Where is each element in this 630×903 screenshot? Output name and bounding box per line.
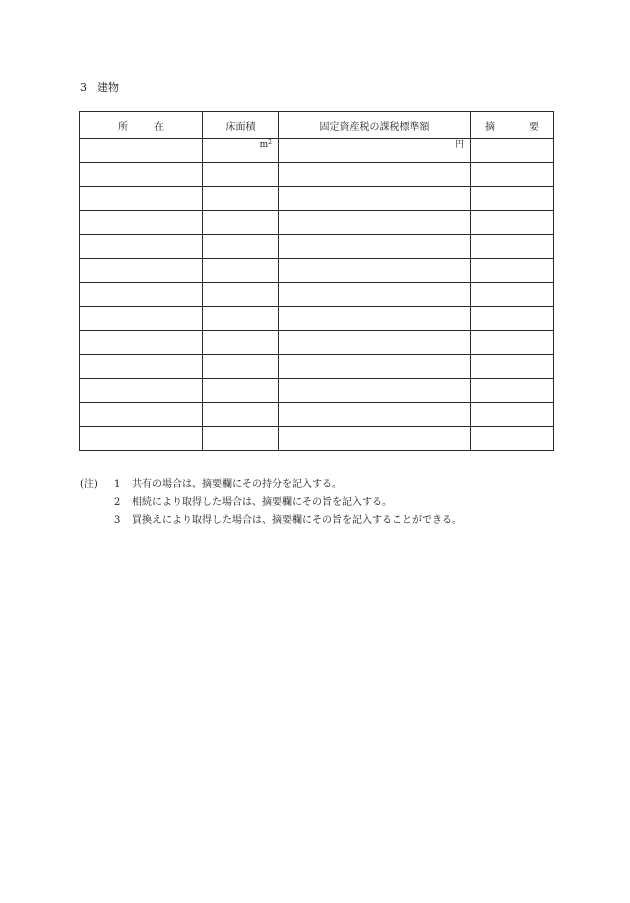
cell-remarks[interactable] xyxy=(471,355,554,379)
cell-floor-area[interactable] xyxy=(203,403,279,427)
cell-floor-area[interactable] xyxy=(203,235,279,259)
cell-location[interactable] xyxy=(80,139,203,163)
notes-section xyxy=(80,476,462,530)
table-header-row xyxy=(80,112,554,139)
note-item xyxy=(80,512,462,530)
header-floor-area: 床面積 xyxy=(203,112,279,139)
cell-floor-area[interactable] xyxy=(203,187,279,211)
unit-square-meter: $m^2$ xyxy=(259,139,272,150)
section-heading: 建物 xyxy=(97,81,119,94)
cell-remarks[interactable] xyxy=(471,211,554,235)
cell-location[interactable] xyxy=(80,331,203,355)
cell-remarks[interactable] xyxy=(471,283,554,307)
cell-assessed-value[interactable] xyxy=(279,427,471,451)
cell-floor-area[interactable] xyxy=(203,427,279,451)
table-row xyxy=(80,307,554,331)
cell-floor-area[interactable] xyxy=(203,139,279,163)
header-assessed-value: 固定資産税の課税標準額 xyxy=(279,112,471,139)
cell-assessed-value[interactable] xyxy=(279,355,471,379)
table-row xyxy=(80,163,554,187)
cell-floor-area[interactable] xyxy=(203,307,279,331)
note-text: 相続により取得した場合は、摘要欄にその旨を記入する。 xyxy=(132,497,392,508)
cell-location[interactable] xyxy=(80,211,203,235)
section-title xyxy=(80,80,119,96)
table-row xyxy=(80,355,554,379)
cell-floor-area[interactable] xyxy=(203,259,279,283)
cell-location[interactable] xyxy=(80,283,203,307)
cell-assessed-value[interactable] xyxy=(279,307,471,331)
cell-remarks[interactable] xyxy=(471,379,554,403)
cell-location[interactable] xyxy=(80,403,203,427)
cell-location[interactable] xyxy=(80,187,203,211)
table-row xyxy=(80,283,554,307)
cell-remarks[interactable] xyxy=(471,187,554,211)
header-location: 所 在 xyxy=(80,112,203,139)
note-item xyxy=(80,476,462,494)
cell-remarks[interactable] xyxy=(471,427,554,451)
header-remarks: 摘 要 xyxy=(471,112,554,139)
section-number: 3 xyxy=(80,81,87,94)
cell-assessed-value[interactable] xyxy=(279,259,471,283)
cell-remarks[interactable] xyxy=(471,139,554,163)
cell-assessed-value[interactable] xyxy=(279,139,471,163)
cell-assessed-value[interactable] xyxy=(279,283,471,307)
cell-assessed-value[interactable] xyxy=(279,211,471,235)
note-text: 共有の場合は、摘要欄にその持分を記入する。 xyxy=(132,479,342,490)
cell-floor-area[interactable] xyxy=(203,355,279,379)
table-row xyxy=(80,211,554,235)
cell-location[interactable] xyxy=(80,379,203,403)
note-text: 買換えにより取得した場合は、摘要欄にその旨を記入することができる。 xyxy=(132,515,462,526)
cell-location[interactable] xyxy=(80,427,203,451)
note-number: 3 xyxy=(114,515,121,526)
cell-assessed-value[interactable] xyxy=(279,379,471,403)
table-row xyxy=(80,379,554,403)
cell-location[interactable] xyxy=(80,355,203,379)
cell-remarks[interactable] xyxy=(471,259,554,283)
cell-floor-area[interactable] xyxy=(203,379,279,403)
cell-assessed-value[interactable] xyxy=(279,163,471,187)
cell-assessed-value[interactable] xyxy=(279,331,471,355)
cell-location[interactable] xyxy=(80,307,203,331)
cell-remarks[interactable] xyxy=(471,331,554,355)
cell-floor-area[interactable] xyxy=(203,331,279,355)
cell-assessed-value[interactable] xyxy=(279,187,471,211)
cell-location[interactable] xyxy=(80,259,203,283)
cell-remarks[interactable] xyxy=(471,235,554,259)
building-ledger-table xyxy=(79,111,554,451)
table-row xyxy=(80,331,554,355)
table-row xyxy=(80,427,554,451)
table-row xyxy=(80,235,554,259)
table-row xyxy=(80,403,554,427)
cell-assessed-value[interactable] xyxy=(279,403,471,427)
table-row xyxy=(80,259,554,283)
cell-remarks[interactable] xyxy=(471,163,554,187)
cell-remarks[interactable] xyxy=(471,307,554,331)
unit-yen: 円 xyxy=(454,140,464,150)
cell-floor-area[interactable] xyxy=(203,283,279,307)
cell-floor-area[interactable] xyxy=(203,211,279,235)
cell-floor-area[interactable] xyxy=(203,163,279,187)
table-row xyxy=(80,187,554,211)
note-number: 1 xyxy=(114,479,121,490)
table-row xyxy=(80,139,554,163)
notes-prefix: (注) xyxy=(80,479,98,490)
cell-location[interactable] xyxy=(80,235,203,259)
cell-assessed-value[interactable] xyxy=(279,235,471,259)
cell-location[interactable] xyxy=(80,163,203,187)
note-number: 2 xyxy=(114,497,121,508)
note-item xyxy=(80,494,462,512)
cell-remarks[interactable] xyxy=(471,403,554,427)
